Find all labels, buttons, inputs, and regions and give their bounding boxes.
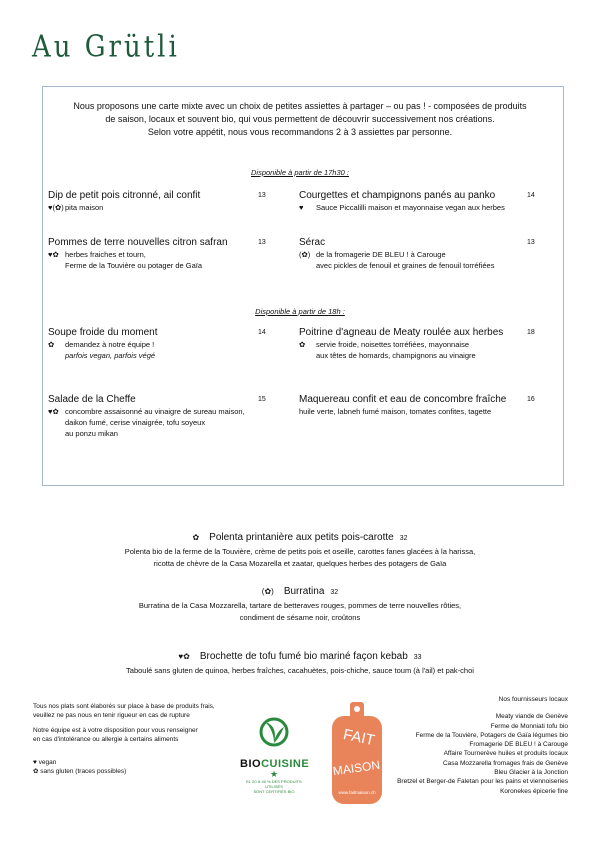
- legend-gluten-free: ✿ sans gluten (traces possibles): [33, 768, 127, 775]
- dish-item: [299, 393, 539, 417]
- dish-detail: Ferme de la Touvière ou potager de Gaïa: [65, 261, 203, 270]
- featured-price: 32: [330, 589, 339, 596]
- dish-detail: ✿ demandez à notre équipe !: [48, 340, 155, 349]
- diet-icon: ♥(✿): [48, 203, 64, 212]
- featured-title: Burratina: [283, 586, 325, 597]
- section-heading-1730: Disponible à partir de 17h30 :: [251, 168, 349, 177]
- dish-title: Maquereau confit et eau de concombre fraîche: [299, 394, 507, 405]
- diet-icon: ✿: [48, 340, 55, 349]
- footer-notes: [33, 702, 215, 776]
- dish-detail: au ponzu mikan: [65, 429, 118, 438]
- dish-detail: daikon fumé, cerise vinaigrée, tofu soyeux: [65, 418, 206, 427]
- note-line: Notre équipe est à votre disposition pour vous renseigner: [33, 727, 198, 734]
- supplier-item: Ferme de la Touvière, Potagers de Gaïa légumes bio: [415, 731, 568, 739]
- restaurant-logo: Au Grütli: [32, 30, 180, 65]
- supplier-item: Affaire Tournerève huiles et produits locaux: [443, 750, 568, 758]
- supplier-item: Bretzel et Berger-de Faletan pour les pains et viennoiseries: [397, 778, 568, 786]
- diet-icon: ✿: [299, 340, 306, 349]
- bio-caption: EL 20 À 40 % DES PRODUITS UTILISÉS: [246, 779, 302, 789]
- featured-dish: [0, 585, 600, 624]
- bio-cuisine-logo: [240, 715, 308, 794]
- supplier-item: Casa Mozzarella fromages frais de Genève: [442, 759, 568, 767]
- dish-price: 13: [258, 239, 266, 246]
- dish-price: 18: [527, 329, 535, 336]
- supplier-item: Fromagerie DE BLEU ! à Carouge: [469, 741, 568, 749]
- supplier-item: Koronekes épicerie fine: [500, 787, 568, 795]
- dish-item: [48, 393, 273, 439]
- dish-item: [299, 189, 539, 213]
- star-icon: ★: [269, 769, 279, 779]
- note-line: en cas d'intolérance ou allergie à certains aliments: [33, 736, 179, 743]
- featured-desc: Taboulé sans gluten de quinoa, herbes fraîches, cacahuètes, pois-chiche, sauce toum (à l'ail) et pak-choi: [126, 666, 474, 675]
- featured-title: Brochette de tofu fumé bio mariné façon kebab: [199, 651, 408, 662]
- diet-icon: ♥✿: [48, 250, 59, 259]
- featured-dish: [0, 531, 600, 570]
- diet-icon: ♥: [299, 203, 304, 212]
- featured-dish: [0, 650, 600, 677]
- dish-item: [299, 236, 539, 271]
- bio-word: BIO: [240, 758, 262, 770]
- dish-title: Poitrine d'agneau de Meaty roulée aux herbes: [299, 327, 504, 338]
- cuisine-word: CUISINE: [261, 758, 310, 770]
- dish-detail: ♥✿ herbes fraiches et tourn,: [48, 250, 146, 259]
- note-line: veuillez ne pas nous en tenir rigueur en cas de rupture: [33, 712, 190, 719]
- maison-text: MAISON: [332, 757, 381, 779]
- fait-maison-url: www.faitmaison.ch: [338, 790, 376, 795]
- suppliers-title: Nos fournisseurs locaux: [498, 696, 568, 703]
- dish-price: 14: [527, 192, 535, 199]
- dish-title: Salade de la Cheffe: [48, 394, 136, 405]
- section-heading-18h: Disponible à partir de 18h :: [255, 307, 345, 316]
- dish-title: Courgettes et champignons panés au panko: [299, 190, 496, 201]
- dish-detail: parfois vegan, parfois végé: [65, 351, 156, 360]
- featured-desc: ricotta de chèvre de la Casa Mozarella et zaatar, quelques herbes des potagers de Gaïa: [153, 559, 447, 568]
- bio-leaf-icon: [257, 715, 291, 753]
- dish-title: Sérac: [299, 237, 326, 248]
- dish-price: 13: [527, 239, 535, 246]
- fait-maison-logo: [328, 702, 386, 804]
- diet-icon: (✿): [261, 587, 274, 596]
- bio-caption: SONT CERTIFIÉS BIO: [253, 789, 295, 794]
- featured-desc: Burratina de la Casa Mozzarella, tartare de betteraves rouges, pommes de terre nouvelles rôties,: [138, 601, 462, 610]
- dish-price: 15: [258, 396, 266, 403]
- featured-price: 32: [399, 535, 408, 542]
- dish-detail: avec pickles de fenouil et graines de fenouil torréfiées: [316, 261, 495, 270]
- supplier-item: Ferme de Monniati tofu bio: [490, 722, 568, 730]
- dish-price: 16: [527, 396, 535, 403]
- dish-item: [48, 326, 273, 361]
- fait-text: FAIT: [341, 725, 377, 750]
- diet-icon: ♥✿: [178, 652, 190, 661]
- intro-line: de saison, locaux et souvent bio, qui vous permettent de découvrir successivement nos créations.: [105, 114, 495, 124]
- note-line: Tous nos plats sont élaborés sur place à base de produits frais,: [33, 703, 215, 710]
- dish-price: 13: [258, 192, 266, 199]
- dish-detail: aux têtes de homards, champignons au vinaigre: [316, 351, 476, 360]
- supplier-item: Meaty viande de Genève: [495, 713, 568, 721]
- intro-text: [60, 100, 540, 139]
- featured-title: Polenta printanière aux petits pois-carotte: [209, 532, 394, 543]
- featured-desc: Polenta bio de la ferme de la Touvière, crème de petits pois et oseille, carottes fanes glacées à la harissa,: [124, 547, 476, 556]
- legend-vegan: ♥ vegan: [33, 759, 57, 766]
- dish-title: Pommes de terre nouvelles citron safran: [48, 237, 228, 248]
- dish-price: 14: [258, 329, 266, 336]
- dish-title: Soupe froide du moment: [48, 327, 158, 338]
- diet-icon: ✿: [192, 533, 200, 542]
- dish-detail: ♥✿ concombre assaisonné au vinaigre de sureau maison,: [48, 407, 245, 416]
- diet-icon: (✿): [299, 250, 311, 259]
- diet-icon: ♥✿: [48, 407, 59, 416]
- dish-item: [299, 326, 539, 361]
- dish-item: [48, 189, 273, 213]
- featured-desc: condiment de sésame noir, croûtons: [239, 613, 361, 622]
- dish-detail: ♥(✿) pita maison: [48, 203, 104, 212]
- dish-detail: ♥ Sauce Piccalilli maison et mayonnaise vegan aux herbes: [299, 203, 505, 212]
- supplier-item: Bleu Glacier à la Jonction: [494, 769, 568, 777]
- dish-detail: (✿) de la fromagerie DE BLEU ! à Carouge: [299, 250, 446, 259]
- intro-line: Nous proposons une carte mixte avec un choix de petites assiettes à partager – ou pas ! - composées de produits: [73, 101, 527, 111]
- dish-title: Dip de petit pois citronné, ail confit: [48, 190, 201, 201]
- dish-detail: huile verte, labneh fumé maison, tomates confites, tagette: [299, 407, 492, 416]
- intro-line: Selon votre appétit, nous vous recommandons 2 à 3 assiettes par personne.: [147, 127, 453, 137]
- featured-price: 33: [413, 654, 422, 661]
- suppliers-list: [397, 695, 568, 796]
- dish-detail: ✿ servie froide, noisettes torréfiées, mayonnaise: [299, 340, 469, 349]
- dish-item: [48, 236, 273, 271]
